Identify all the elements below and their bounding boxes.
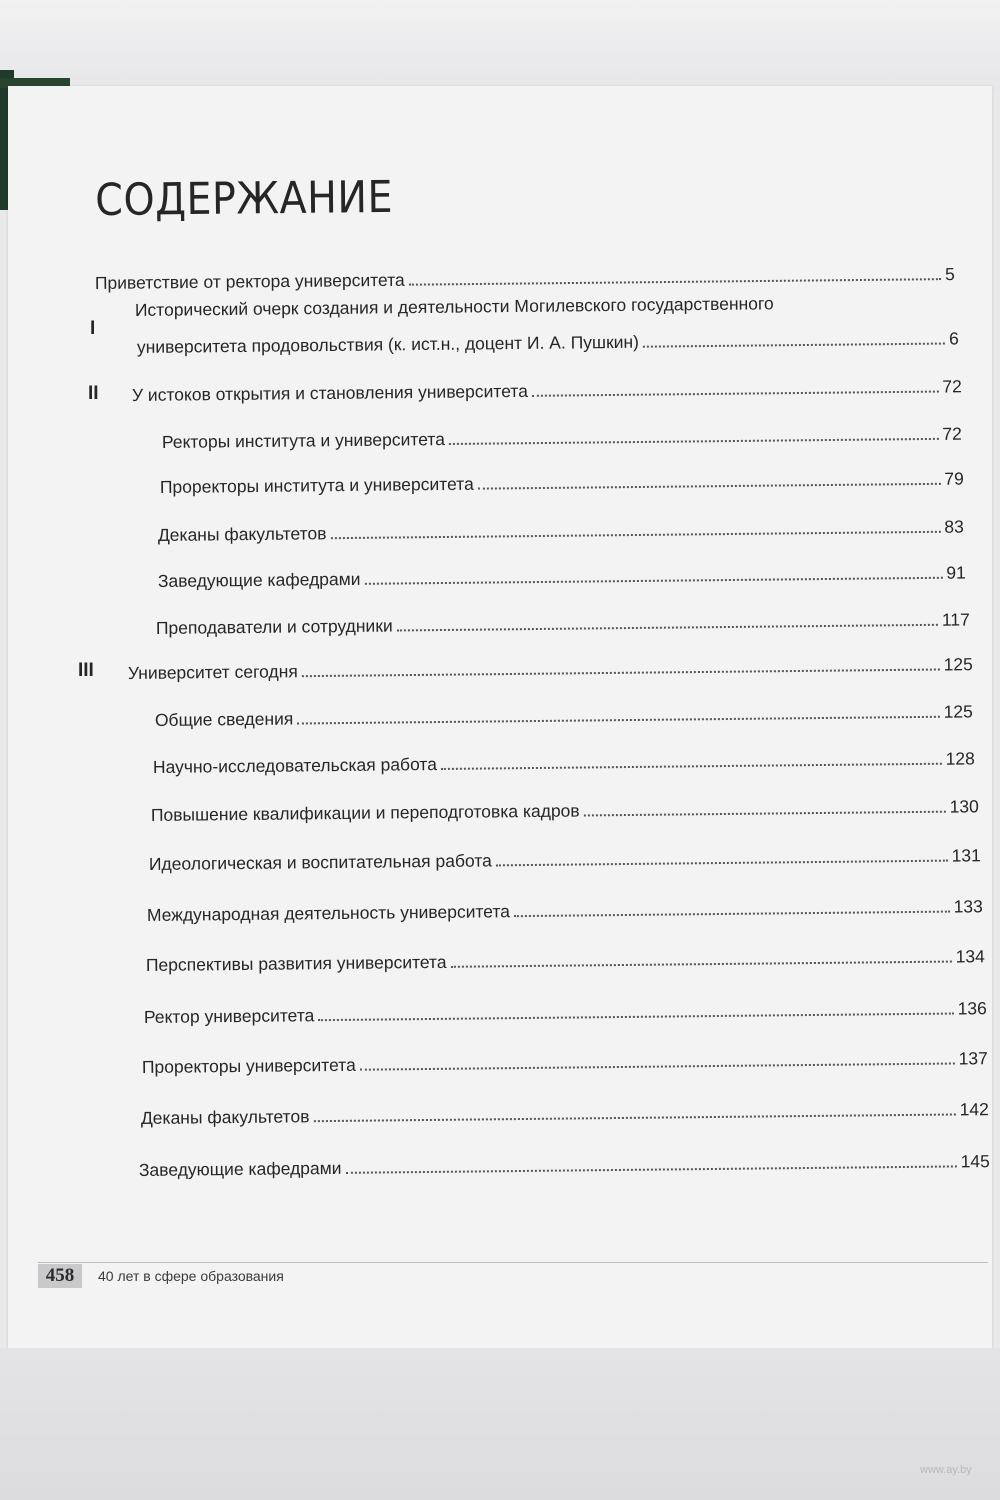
toc-entry-page: 128 [945, 748, 975, 769]
toc-leader-dots [318, 1013, 953, 1022]
toc-entry-page: 83 [944, 516, 964, 537]
toc-entry-page: 79 [944, 468, 964, 489]
toc-entry-label: Повышение квалификации и переподготовка кадров [150, 800, 580, 826]
toc-entry-page: 6 [949, 328, 959, 349]
toc-entry-label: Ректор университета [143, 1005, 315, 1027]
background-bottom [0, 1348, 1000, 1500]
toc-entry-label: У истоков открытия и становления университета [131, 380, 528, 406]
toc-leader-dots [496, 860, 948, 867]
toc-entry-page: 91 [946, 562, 966, 583]
toc-entry-page: 72 [942, 423, 962, 444]
toc-leader-dots [365, 577, 943, 585]
page-title: СОДЕРЖАНИЕ [95, 171, 394, 226]
section-numeral: I [90, 318, 96, 339]
footer-rule [38, 1262, 988, 1263]
toc-entry-label-line1: Исторический очерк создания и деятельности Могилевского государственного [134, 293, 774, 321]
toc-leader-dots [360, 1062, 955, 1070]
toc-entry-page: 134 [955, 946, 985, 967]
toc-entry-page: 131 [951, 845, 981, 866]
toc-entry-label: Деканы факультетов [157, 523, 327, 546]
toc-entry-label: университета продовольствия (к. ист.н., доцент И. А. Пушкин) [136, 331, 640, 358]
toc-entry-label: Перспективы развития университета [145, 951, 447, 976]
watermark: www.ay.by [920, 1464, 972, 1476]
toc-entry-page: 142 [959, 1099, 989, 1120]
toc-leader-dots [331, 531, 941, 539]
toc-leader-dots [584, 811, 946, 817]
toc-entry-label: Преподаватели и сотрудники [155, 615, 393, 639]
toc-entry-label: Университет сегодня [127, 661, 298, 684]
toc-leader-dots [449, 438, 939, 445]
toc-entry-label: Проректоры университета [141, 1054, 356, 1077]
toc-entry-page: 125 [943, 701, 973, 722]
toc-entry-label: Заведующие кафедрами [157, 568, 361, 592]
toc-leader-dots [397, 624, 938, 632]
toc-entry-label: Международная деятельность университета [146, 901, 511, 926]
toc-entry-page: 130 [949, 796, 979, 817]
section-numeral: II [88, 383, 99, 404]
toc-entry-label: Ректоры института и университета [161, 429, 445, 453]
toc-leader-dots [314, 1113, 956, 1122]
toc-leader-dots [409, 278, 941, 286]
toc-entry-label: Идеологическая и воспитательная работа [148, 850, 492, 875]
toc-leader-dots [478, 483, 941, 490]
toc-entry-page: 5 [944, 263, 955, 285]
toc-entry-page: 117 [941, 609, 970, 630]
toc-entry-page: 72 [942, 376, 962, 397]
toc-entry-label: Приветствие от ректора университета [94, 269, 405, 294]
toc-leader-dots [643, 343, 945, 348]
toc-leader-dots [441, 763, 942, 770]
running-title: 40 лет в сфере образования [98, 1268, 284, 1284]
toc-leader-dots [346, 1165, 957, 1173]
toc-leader-dots [451, 961, 952, 968]
background-top [0, 0, 1000, 90]
toc-leader-dots [302, 668, 940, 677]
toc-entry-label: Заведующие кафедрами [138, 1157, 342, 1180]
toc-leader-dots [297, 716, 939, 725]
toc-entry-label: Научно-исследовательская работа [152, 754, 438, 778]
toc-entry-page: 133 [953, 896, 983, 917]
toc-entry-label: Проректоры института и университета [159, 473, 474, 498]
toc-entry-page: 125 [943, 654, 973, 675]
toc-entry-page: 145 [960, 1151, 990, 1172]
page-number: 458 [38, 1264, 82, 1288]
toc-entry-page: 137 [958, 1048, 988, 1069]
toc-entry-page: 136 [957, 998, 987, 1019]
section-numeral: III [78, 660, 94, 681]
toc-leader-dots [532, 391, 939, 397]
toc-entry-label: Общие сведения [154, 708, 294, 731]
toc-entry-label: Деканы факультетов [140, 1106, 310, 1128]
toc-leader-dots [514, 911, 950, 918]
